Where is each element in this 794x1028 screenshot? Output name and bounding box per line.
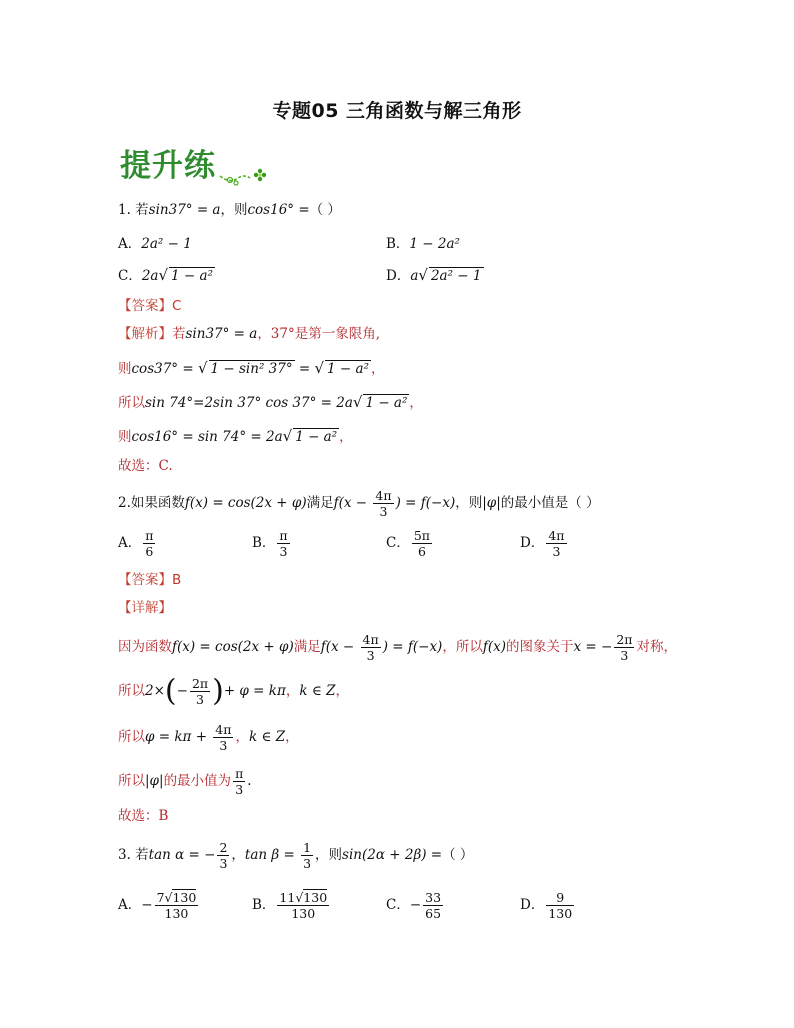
q1-analysis-line-1: 【解析】若sin37° = a，37°是第一象限角, (118, 326, 381, 342)
q3-option-d: D． $\frac{9}{130}$ (520, 890, 573, 921)
q3-option-c: C．− $\frac{33}{65}$ (386, 890, 442, 921)
q2-option-b: B． $\frac{\pi}{3}$ (252, 528, 288, 559)
q3-stem: 3. 若tan α = − $\frac{2}{3}$ ，tan β = $\frac{1}{3}$ ，则sin(2α + 2β) =（ ） (118, 840, 474, 871)
page-title: 专题05 三角函数与解三角形 (272, 100, 522, 122)
q2-detail-line-1: 因为函数f(x) = cos(2x + φ)满足f(x − $\frac{4\pi}{3}$ ) = f(−x)，所以f(x)的图象关于x = − $\frac{2\pi}{3}$ 对称， (118, 632, 677, 663)
q1-option-a: A．2a² − 1 (118, 236, 192, 252)
q1-analysis-line-4: 则cos16° = sin 74° = 2a√ 1 − a² ， (118, 427, 353, 445)
badge-decoration-icon (120, 140, 270, 190)
q2-option-a: A． $\frac{\pi}{6}$ (118, 528, 154, 559)
q2-detail-line-4: 所以|φ|的最小值为 $\frac{\pi}{3}$ . (118, 766, 252, 797)
q2-conclusion: 故选：B (118, 808, 169, 824)
q1-analysis-line-2: 则cos37° = √ 1 − sin² 37° = √ 1 − a² ， (118, 359, 385, 377)
q2-detail-label: 【详解】 (118, 600, 172, 616)
badge-text: 提升练 (120, 148, 216, 184)
q2-option-c: C． $\frac{5\pi}{6}$ (386, 528, 431, 559)
q2-detail-line-2: 所以2×(− $\frac{2\pi}{3}$ )+ φ = kπ，k ∈ Z， (118, 673, 349, 709)
q1-analysis-line-3: 所以sin 74°=2sin 37° cos 37° = 2a√ 1 − a² ， (118, 393, 423, 411)
q2-option-d: D． $\frac{4\pi}{3}$ (520, 528, 565, 559)
q2-detail-line-3: 所以φ = kπ + $\frac{4\pi}{3}$ ，k ∈ Z， (118, 722, 299, 753)
practice-badge (120, 140, 270, 190)
q2-stem: 2.如果函数f(x) = cos(2x + φ)满足f(x − $\frac{4\pi}{3}$ ) = f(−x)，则|φ|的最小值是（ ） (118, 488, 600, 519)
q1-option-b: B．1 − 2a² (386, 236, 460, 252)
q1-option-d: D．a√ 2a² − 1 (386, 266, 482, 284)
q3-option-b: B． $\frac{11√130}{130}$ (252, 890, 328, 921)
q1-option-c: C．2a√ 1 − a² (118, 266, 213, 284)
q2-answer: 【答案】B (118, 572, 182, 588)
q1-answer: 【答案】C (118, 298, 182, 314)
q1-conclusion: 故选：C. (118, 458, 173, 474)
q3-option-a: A．− $\frac{7√130}{130}$ (118, 890, 197, 921)
q1-stem: 1. 若sin37° = a，则cos16° =（ ） (118, 202, 341, 218)
